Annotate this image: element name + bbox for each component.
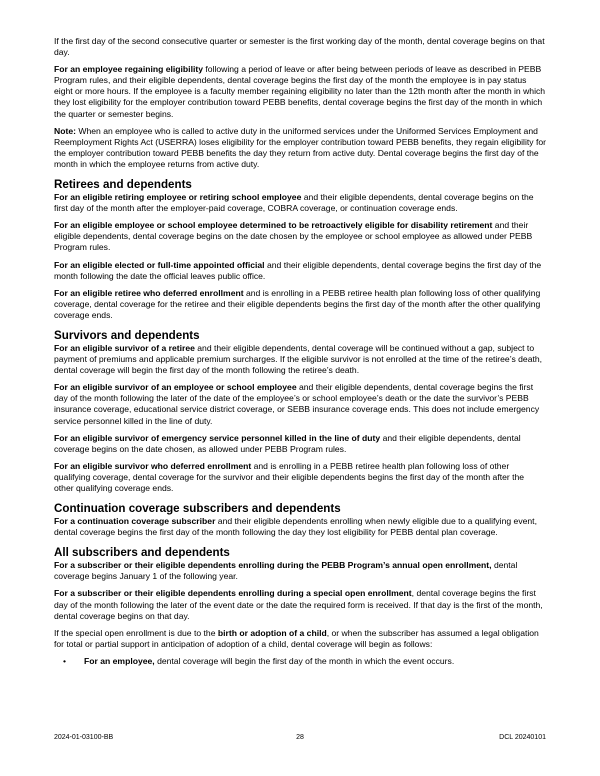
note-paragraph <box>54 126 546 170</box>
paragraph-text: and is enrolling in a PEBB retiree health plan following loss of other qualifying coverage, dental coverage for the survivor and their eligible dependents begins the first day of the month after the other qualifying coverage ends. <box>54 460 525 493</box>
section-heading-retirees: Retirees and dependents <box>54 178 192 192</box>
paragraph-text: and their eligible dependents, dental coverage begins the first day of the month following the date the official leaves public office. <box>54 259 542 281</box>
paragraph-text: , dental coverage begins the first day of the month following the later of the event date or the date the required form is received. If that day is the first of the month, dental coverage begins on that day. <box>54 588 543 621</box>
list-item-text: dental coverage will begin the first day of the month in which the event occurs. <box>154 655 455 666</box>
paragraph <box>54 588 546 621</box>
paragraph-lead: For an employee regaining eligibility <box>54 64 203 75</box>
paragraph-lead: For an eligible employee or school employee determined to be retroactively eligible for disability retirement <box>54 220 493 231</box>
list-item-lead: For an employee, <box>84 655 155 666</box>
paragraph-text: following a period of leave or after being between periods of leave as described in PEBB Program rules, and their eligible dependents, dental coverage begins the first day of the month the employee is in pay status eight or more hours. If the employee is a faculty member regaining eligibility no later than the 12th month after the month in which they lost eligibility for the employer contribution toward PEBB benefits, dental coverage begins the first day of the month in which the quarter or semester begins. <box>54 64 546 119</box>
bullet-list <box>54 656 546 667</box>
paragraph <box>54 36 546 58</box>
paragraph <box>54 461 546 494</box>
footer-document-id: 2024-01-03100-BB <box>54 734 114 741</box>
paragraph-lead: For an eligible survivor who deferred enrollment <box>54 460 252 471</box>
paragraph-lead: For an eligible elected or full-time appointed official <box>54 259 265 270</box>
paragraph <box>54 220 546 253</box>
paragraph-lead: For a subscriber or their eligible dependents enrolling during a special open enrollment <box>54 588 412 599</box>
paragraph <box>54 382 546 426</box>
paragraph-text: If the special open enrollment is due to the <box>54 627 218 638</box>
bullet-icon: • <box>63 655 67 666</box>
paragraph-lead: For an eligible survivor of an employee or school employee <box>54 382 297 393</box>
paragraph-text: dental coverage begins January 1 of the following year. <box>54 560 518 582</box>
paragraph-lead: For an eligible retiring employee or retiring school employee <box>54 192 302 203</box>
paragraph-text: and their eligible dependents, dental coverage will be continued without a gap, subject to payment of premiums and applicable premium surcharges. If the eligible survivor is not enrolled at the time of the retiree’s death, dental coverage will begin the first day of the month following the retiree’s death. <box>54 342 543 376</box>
paragraph-lead: For an eligible retiree who deferred enrollment <box>54 287 244 298</box>
paragraph-text: and their eligible dependents, dental coverage begins on the date chosen, as allowed under PEBB Program rules. <box>54 432 521 454</box>
paragraph <box>54 192 546 214</box>
paragraph-lead: For a continuation coverage subscriber <box>54 516 216 527</box>
paragraph-text: and their eligible dependents, dental coverage begins on the first day of the month after the employer-paid coverage, COBRA coverage, or continuation coverage ends. <box>54 192 534 214</box>
paragraph-emphasis: birth or adoption of a child <box>217 627 327 638</box>
paragraph-text: If the first day of the second consecutive quarter or semester is the first working day of the month, dental coverage begins on that day. <box>54 36 545 58</box>
paragraph-text: and their eligible dependents, dental coverage begins the first day of the month following the later of the date of the employee’s or school employee’s death or the date the survivor’s PEBB insurance coverage, educational service district coverage, or SEBB insurance coverage ends. This does not include emergency service personnel killed in the line of duty. <box>54 382 540 426</box>
footer-version: DCL 20240101 <box>499 734 546 741</box>
paragraph <box>54 288 546 321</box>
paragraph <box>54 260 546 282</box>
section-heading-all-subscribers: All subscribers and dependents <box>54 546 230 560</box>
paragraph-text: and is enrolling in a PEBB retiree health plan following loss of other qualifying coverage, dental coverage for the retiree and their eligible dependents begins the first day of the month after the other qualifying coverage ends. <box>54 287 541 320</box>
paragraph-text: and their eligible dependents, dental coverage begins on the date chosen by the employee or school employee as allowed under PEBB Program rules. <box>54 220 533 253</box>
footer-page-number: 28 <box>296 734 304 741</box>
paragraph <box>54 343 546 376</box>
paragraph <box>54 64 546 119</box>
section-heading-survivors: Survivors and dependents <box>54 328 200 342</box>
section-heading-continuation: Continuation coverage subscribers and dependents <box>54 502 341 516</box>
paragraph-lead: For a subscriber or their eligible dependents enrolling during the PEBB Program’s annual open enrollment, <box>54 560 492 571</box>
note-label: Note: <box>54 125 76 136</box>
paragraph <box>54 516 546 538</box>
paragraph <box>54 560 546 582</box>
paragraph <box>54 628 546 650</box>
paragraph-lead: For an eligible survivor of a retiree <box>54 342 195 353</box>
list-item <box>63 655 546 667</box>
paragraph-text: , or when the subscriber has assumed a legal obligation for total or partial support in anticipation of adoption of a child, dental coverage will begin as follows: <box>54 627 539 649</box>
paragraph <box>54 433 546 455</box>
paragraph-text: When an employee who is called to active duty in the uniformed services under the Uniformed Services Employment and Reemployment Rights Act (USERRA) loses eligibility for the employer contribution toward PEBB benefits, they regain eligibility for the employer contribution toward PEBB benefits the day they return from active duty. Dental coverage begins the first day of the month in which the employee returns from active duty. <box>54 125 546 169</box>
paragraph-lead: For an eligible survivor of emergency service personnel killed in the line of duty <box>54 432 381 443</box>
paragraph-text: and their eligible dependents enrolling when newly eligible due to a qualifying event, dental coverage begins the first day of the month following the day they lost eligibility for PEBB dental plan coverage. <box>54 516 537 538</box>
